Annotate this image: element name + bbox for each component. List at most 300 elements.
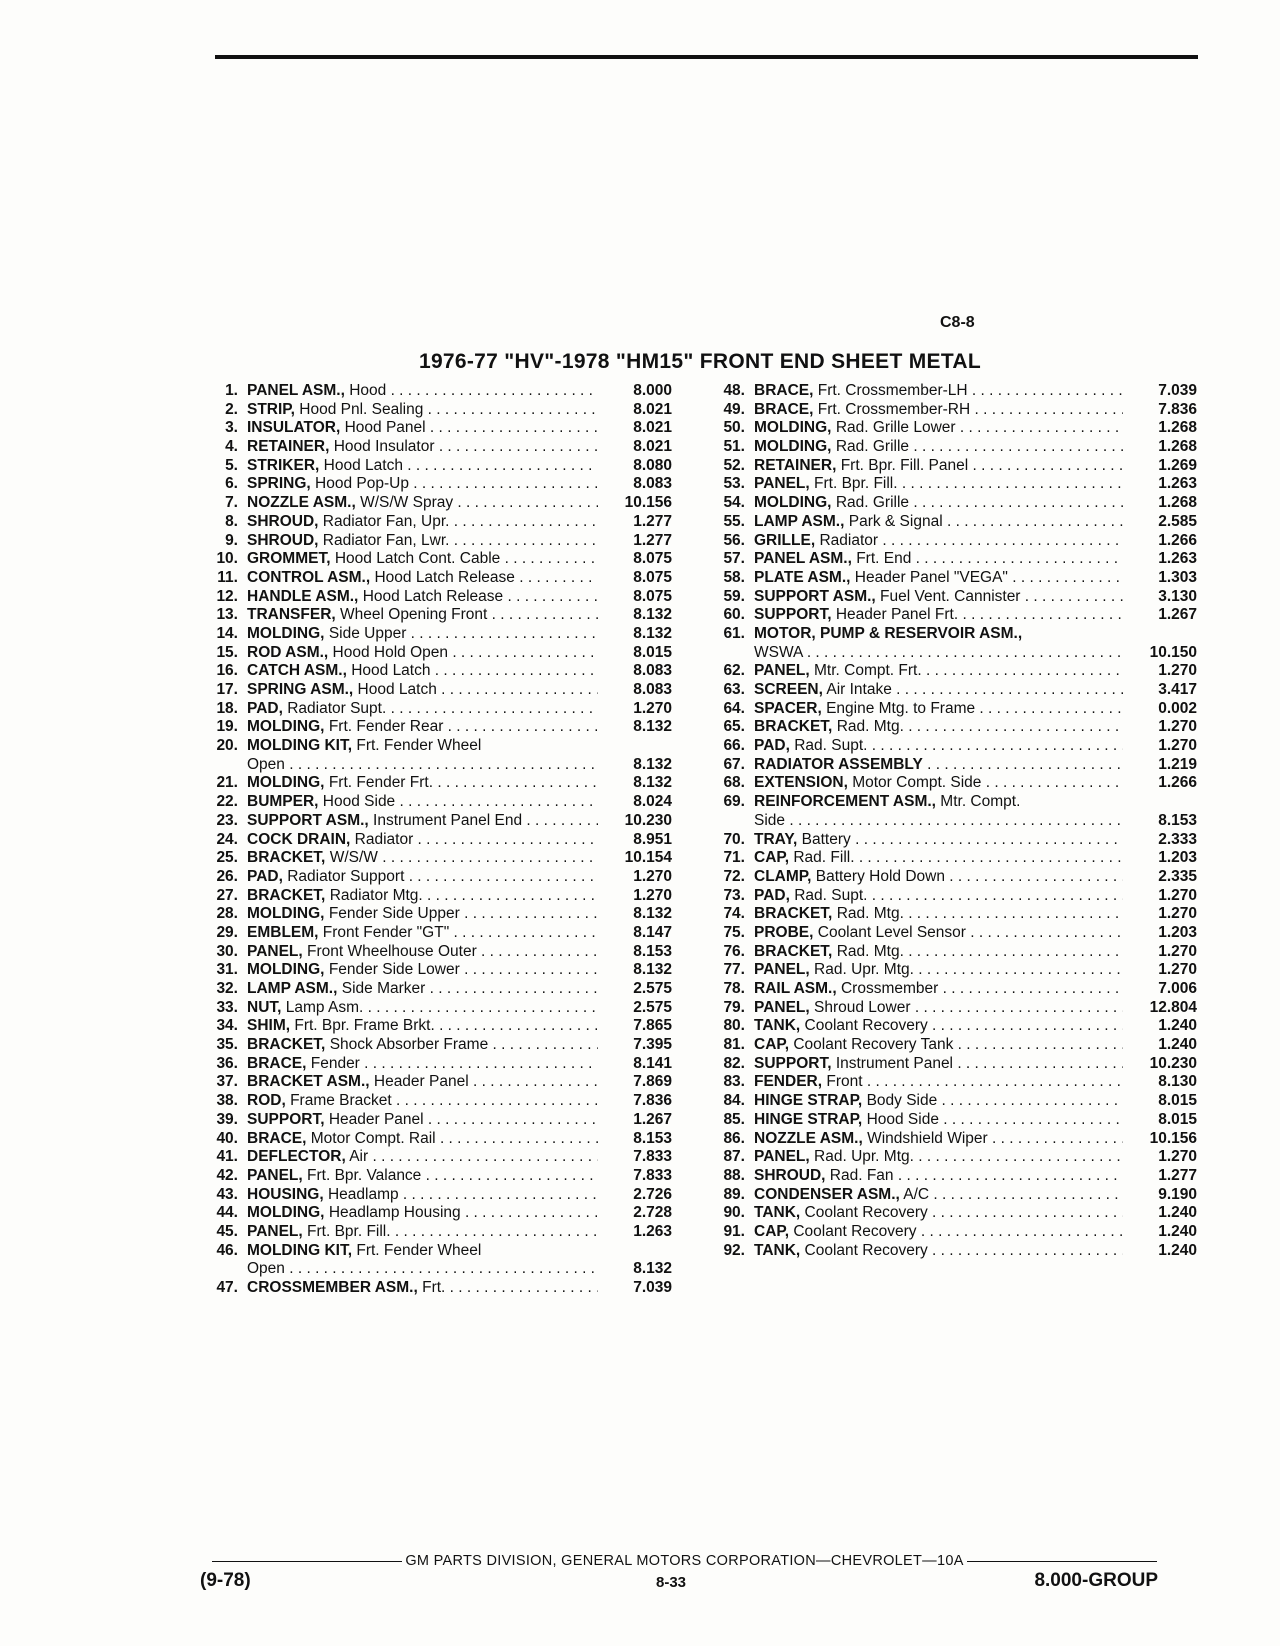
part-row <box>200 550 672 569</box>
group-number: 7.833 <box>633 1148 672 1166</box>
group-number: 10.150 <box>1149 643 1197 661</box>
part-description <box>745 382 1123 401</box>
part-name: MOLDING, <box>754 438 832 456</box>
part-detail: Rad. Fan <box>829 1166 894 1184</box>
part-row <box>200 1130 672 1149</box>
group-number: 1.263 <box>633 1222 672 1240</box>
part-number <box>707 812 745 831</box>
part-detail: Motor Compt. Rail <box>310 1129 436 1147</box>
part-row <box>200 812 672 831</box>
part-detail: Windshield Wiper <box>867 1129 988 1147</box>
part-name: ROD, <box>247 1092 286 1110</box>
page-number: 8-33 <box>656 1574 687 1591</box>
part-name: LAMP ASM., <box>754 512 845 530</box>
part-row <box>707 887 1197 906</box>
part-number: 79. <box>723 998 745 1016</box>
part-number: 67. <box>723 755 745 773</box>
part-number: 86. <box>723 1129 745 1147</box>
part-number: 88. <box>723 1166 745 1184</box>
part-number: 78. <box>723 980 745 997</box>
part-detail: Headlamp Housing <box>328 1204 461 1222</box>
part-number: 73. <box>723 886 745 904</box>
part-number: 5. <box>225 456 238 474</box>
part-detail: Hood Latch Cont. Cable <box>334 550 501 568</box>
part-detail: Rad. Fill. <box>793 849 855 867</box>
part-detail: Battery <box>801 830 851 848</box>
part-description <box>238 700 598 719</box>
part-name: BRACKET, <box>754 718 833 736</box>
page-title: 1976-77 "HV"-1978 "HM15" FRONT END SHEET METAL <box>418 350 982 373</box>
part-row <box>200 1223 672 1242</box>
part-number: 40. <box>216 1129 238 1147</box>
part-detail: Coolant Recovery <box>793 1222 917 1240</box>
group-number: 3.417 <box>1158 681 1197 698</box>
part-detail: Hood Latch Release <box>374 568 515 586</box>
part-detail: Rad. Grille <box>835 438 910 456</box>
group-number: 1.270 <box>1158 1148 1197 1166</box>
part-number: 85. <box>723 1110 745 1128</box>
part-description <box>238 438 598 457</box>
part-description <box>745 1092 1123 1111</box>
group-number: 1.270 <box>1158 961 1197 979</box>
part-description <box>745 1242 1123 1261</box>
part-row <box>200 1017 672 1036</box>
group-number: 0.002 <box>1158 699 1197 717</box>
part-number: 58. <box>723 568 745 586</box>
part-number: 91. <box>723 1222 745 1240</box>
part-number <box>707 644 745 663</box>
part-description <box>745 513 1123 532</box>
part-description <box>238 999 598 1018</box>
part-number: 13. <box>216 606 238 624</box>
part-name: BRACKET, <box>754 942 833 960</box>
group-number: 1.240 <box>1158 1204 1197 1222</box>
part-name: NUT, <box>247 998 282 1016</box>
group-number: 10.230 <box>624 811 672 829</box>
part-name: RAIL ASM., <box>754 980 837 997</box>
part-number: 45. <box>216 1222 238 1240</box>
part-detail: Fender Side Lower <box>328 961 460 979</box>
part-detail: Front Fender "GT" <box>322 923 450 941</box>
part-description <box>238 887 598 906</box>
part-detail: Radiator Fan, Lwr. <box>322 531 450 549</box>
group-number: 7.869 <box>633 1073 672 1091</box>
part-number: 52. <box>723 456 745 474</box>
part-description <box>238 924 598 943</box>
part-row <box>200 831 672 850</box>
part-number: 49. <box>723 400 745 418</box>
part-number: 30. <box>216 942 238 960</box>
part-description <box>745 494 1123 513</box>
group-number: 2.585 <box>1158 512 1197 530</box>
part-name: HANDLE ASM., <box>247 587 359 605</box>
group-number: 8.021 <box>633 419 672 437</box>
part-row <box>200 961 672 980</box>
part-row <box>200 1186 672 1205</box>
part-name: CAP, <box>754 849 790 867</box>
part-number: 80. <box>723 1017 745 1035</box>
part-description <box>238 644 598 663</box>
group-number: 8.951 <box>633 830 672 848</box>
part-number: 6. <box>225 475 238 493</box>
part-name: EMBLEM, <box>247 923 319 941</box>
part-name: PAD, <box>754 886 790 904</box>
top-rule <box>215 55 1198 59</box>
part-detail: Coolant Level Sensor <box>817 923 966 941</box>
part-name: BRACKET, <box>247 849 326 867</box>
part-name: MOLDING, <box>247 961 325 979</box>
part-detail: A/C <box>903 1185 930 1203</box>
part-description <box>238 868 598 887</box>
part-description <box>745 1111 1123 1130</box>
part-description <box>745 606 1123 625</box>
part-name: CROSSMEMBER ASM., <box>247 1279 418 1296</box>
part-row <box>707 569 1197 588</box>
part-number: 26. <box>216 867 238 885</box>
footer-publisher: GM PARTS DIVISION, GENERAL MOTORS CORPORATION—CHEVROLET—10A <box>405 1553 964 1569</box>
part-row <box>707 849 1197 868</box>
group-number: 8.153 <box>633 942 672 960</box>
group-number: 8.083 <box>633 662 672 680</box>
part-description <box>238 1279 598 1298</box>
part-name: SHROUD, <box>247 531 319 549</box>
part-name: INSULATOR, <box>247 419 341 437</box>
group-number: 1.270 <box>633 886 672 904</box>
group-number: 1.203 <box>1158 849 1197 867</box>
part-name: CONTROL ASM., <box>247 568 371 586</box>
part-name: PANEL ASM., <box>754 550 852 568</box>
group-number: 8.083 <box>633 475 672 493</box>
part-name: TANK, <box>754 1204 801 1222</box>
part-description <box>238 513 598 532</box>
group-number: 1.267 <box>633 1110 672 1128</box>
part-name: SUPPORT ASM., <box>754 587 876 605</box>
part-name: BRACE, <box>754 400 814 418</box>
part-detail: Coolant Recovery <box>804 1241 928 1259</box>
part-name: RETAINER, <box>247 438 330 456</box>
group-number: 8.083 <box>633 681 672 698</box>
part-row <box>200 644 672 663</box>
part-name: MOLDING, <box>247 1204 325 1222</box>
part-description <box>745 924 1123 943</box>
part-row <box>200 849 672 868</box>
part-detail: Header Panel <box>373 1073 469 1091</box>
part-name: CATCH ASM., <box>247 662 347 680</box>
group-number: 8.015 <box>633 643 672 661</box>
part-detail: Frame Bracket <box>290 1092 392 1110</box>
part-detail: Park & Signal <box>848 512 943 530</box>
group-number: 8.000 <box>633 382 672 399</box>
part-detail: Coolant Recovery <box>804 1017 928 1035</box>
part-detail: Shroud Lower <box>814 998 911 1016</box>
part-row <box>707 1130 1197 1149</box>
part-detail: Instrument Panel <box>835 1054 954 1072</box>
part-name: BRACKET, <box>247 1036 326 1054</box>
part-number: 76. <box>723 942 745 960</box>
part-detail: Rad. Grille Lower <box>835 419 956 437</box>
part-detail: Hood Latch <box>351 662 431 680</box>
group-number: 1.240 <box>1158 1241 1197 1259</box>
part-number: 42. <box>216 1166 238 1184</box>
part-row <box>200 887 672 906</box>
part-detail: Side <box>754 811 786 829</box>
part-row <box>707 793 1197 812</box>
part-detail: Rad. Supt. <box>794 737 868 755</box>
part-name: MOLDING, <box>247 624 325 642</box>
group-number: 8.075 <box>633 550 672 568</box>
part-number: 59. <box>723 587 745 605</box>
part-description <box>745 569 1123 588</box>
part-detail: Hood Side <box>866 1110 939 1128</box>
part-number: 21. <box>216 774 238 792</box>
part-row-continuation <box>200 756 672 775</box>
part-number: 39. <box>216 1110 238 1128</box>
parts-list-left-column <box>200 382 672 1298</box>
part-number: 44. <box>216 1204 238 1222</box>
part-description <box>238 475 598 494</box>
part-row <box>200 718 672 737</box>
part-description <box>745 1130 1123 1149</box>
part-row <box>707 1111 1197 1130</box>
part-name: BUMPER, <box>247 793 319 811</box>
part-description <box>238 737 598 756</box>
group-number: 8.024 <box>633 793 672 811</box>
part-row <box>707 924 1197 943</box>
part-row <box>200 700 672 719</box>
group-number: 7.833 <box>633 1166 672 1184</box>
part-number: 63. <box>723 681 745 698</box>
part-row <box>707 774 1197 793</box>
part-name: SHROUD, <box>754 1166 826 1184</box>
group-number: 1.270 <box>1158 737 1197 755</box>
part-detail: Fender <box>310 1054 360 1072</box>
part-detail: Instrument Panel End <box>373 811 523 829</box>
part-number <box>200 756 238 775</box>
part-description <box>745 625 1123 644</box>
group-number: 1.267 <box>1158 606 1197 624</box>
group-number: 1.266 <box>1158 531 1197 549</box>
parts-list-right-column <box>707 382 1197 1260</box>
group-number: 8.132 <box>633 606 672 624</box>
part-description <box>238 793 598 812</box>
part-detail: Open <box>247 1260 285 1278</box>
part-detail: Hood Pnl. Sealing <box>299 400 424 418</box>
part-row <box>707 999 1197 1018</box>
group-number: 8.075 <box>633 587 672 605</box>
part-number: 60. <box>723 606 745 624</box>
part-detail: Mtr. Compt. <box>940 793 1021 811</box>
part-detail: Fender Side Upper <box>328 905 460 923</box>
group-number: 12.804 <box>1149 998 1197 1016</box>
part-number: 1. <box>225 382 238 399</box>
part-row <box>200 980 672 999</box>
part-number: 62. <box>723 662 745 680</box>
part-description <box>745 550 1123 569</box>
part-description <box>238 550 598 569</box>
part-row <box>707 550 1197 569</box>
part-name: LAMP ASM., <box>247 980 338 997</box>
part-name: PANEL, <box>247 1222 303 1240</box>
part-row <box>707 662 1197 681</box>
part-detail: Frt. Fender Frt. <box>328 774 434 792</box>
part-name: BRACE, <box>247 1054 307 1072</box>
group-number <box>1131 625 1197 644</box>
group-number: 10.230 <box>1149 1054 1197 1072</box>
part-number: 2. <box>225 400 238 418</box>
part-number: 33. <box>216 998 238 1016</box>
group-number <box>1131 793 1197 812</box>
part-number: 82. <box>723 1054 745 1072</box>
group-number: 8.132 <box>633 624 672 642</box>
part-row <box>707 868 1197 887</box>
part-description <box>745 419 1123 438</box>
group-number: 8.132 <box>633 755 672 773</box>
part-number: 29. <box>216 923 238 941</box>
part-name: SUPPORT ASM., <box>247 811 369 829</box>
part-detail: Radiator Fan, Upr. <box>322 512 450 530</box>
part-number: 11. <box>217 568 238 586</box>
part-row <box>200 606 672 625</box>
group-number: 7.039 <box>633 1279 672 1296</box>
part-row <box>707 1223 1197 1242</box>
part-row <box>200 1073 672 1092</box>
part-number: 87. <box>723 1148 745 1166</box>
part-name: SUPPORT, <box>754 606 832 624</box>
part-number: 17. <box>216 681 238 698</box>
part-number: 68. <box>723 774 745 792</box>
part-name: MOLDING KIT, <box>247 737 353 755</box>
part-detail: Hood Latch <box>357 681 437 698</box>
part-description <box>238 401 598 420</box>
group-number: 1.240 <box>1158 1017 1197 1035</box>
part-name: CAP, <box>754 1222 790 1240</box>
part-description <box>745 475 1123 494</box>
part-description <box>745 961 1123 980</box>
group-number: 1.270 <box>1158 718 1197 736</box>
part-row <box>707 1167 1197 1186</box>
part-detail: Radiator <box>354 830 414 848</box>
part-name: SCREEN, <box>754 681 823 698</box>
part-row <box>707 475 1197 494</box>
part-number: 51. <box>723 438 745 456</box>
part-name: PANEL, <box>754 961 810 979</box>
part-detail: Headlamp <box>327 1185 399 1203</box>
part-detail: Hood Hold Open <box>332 643 449 661</box>
group-number: 7.836 <box>1158 400 1197 418</box>
part-row <box>707 1186 1197 1205</box>
part-detail: Crossmember <box>840 980 939 997</box>
part-row <box>200 999 672 1018</box>
group-number: 2.728 <box>633 1204 672 1222</box>
group-number: 1.303 <box>1158 568 1197 586</box>
part-detail: Radiator <box>819 531 879 549</box>
part-name: GROMMET, <box>247 550 331 568</box>
part-description <box>238 606 598 625</box>
part-name: RETAINER, <box>754 456 837 474</box>
part-description <box>238 662 598 681</box>
part-name: TANK, <box>754 1017 801 1035</box>
part-row <box>200 1055 672 1074</box>
part-number: 19. <box>216 718 238 736</box>
group-number: 1.203 <box>1158 923 1197 941</box>
part-row <box>200 1167 672 1186</box>
part-detail: Side Marker <box>341 980 426 997</box>
part-name: TANK, <box>754 1241 801 1259</box>
part-number: 23. <box>216 811 238 829</box>
part-description <box>745 1223 1123 1242</box>
part-number: 10. <box>216 550 238 568</box>
group-number: 1.277 <box>633 531 672 549</box>
part-detail: Wheel Opening Front <box>340 606 488 624</box>
part-name: SPACER, <box>754 699 822 717</box>
footer-rule-right <box>967 1561 1157 1562</box>
group-number: 1.240 <box>1158 1036 1197 1054</box>
part-number: 31. <box>216 961 238 979</box>
part-name: NOZZLE ASM., <box>247 494 356 512</box>
part-detail: Header Panel Frt. <box>835 606 959 624</box>
part-detail: Rad. Mtg. <box>836 718 904 736</box>
group-number: 1.270 <box>1158 662 1197 680</box>
group-number: 8.147 <box>633 923 672 941</box>
group-number: 1.268 <box>1158 419 1197 437</box>
part-number: 36. <box>216 1054 238 1072</box>
part-number: 74. <box>723 905 745 923</box>
part-number: 50. <box>723 419 745 437</box>
part-row <box>200 382 672 401</box>
part-name: CLAMP, <box>754 867 812 885</box>
part-number: 25. <box>216 849 238 867</box>
part-name: FENDER, <box>754 1073 823 1091</box>
part-name: BRACE, <box>754 382 814 399</box>
part-description <box>238 774 598 793</box>
part-number: 32. <box>216 980 238 997</box>
group-number: 7.836 <box>633 1092 672 1110</box>
part-row <box>707 943 1197 962</box>
part-name: MOTOR, PUMP & RESERVOIR ASM., <box>754 624 1023 642</box>
group-number: 1.268 <box>1158 494 1197 512</box>
part-row <box>200 457 672 476</box>
part-description <box>745 1148 1123 1167</box>
part-detail: Hood <box>349 382 387 399</box>
part-description <box>745 1017 1123 1036</box>
part-number: 48. <box>723 382 745 399</box>
part-detail: Radiator Support <box>287 867 405 885</box>
part-detail: Frt. Bpr. Fill. Panel <box>840 456 969 474</box>
part-row <box>707 1204 1197 1223</box>
part-number: 15. <box>216 643 238 661</box>
part-row <box>707 419 1197 438</box>
part-detail: Body Side <box>866 1092 938 1110</box>
part-description <box>745 831 1123 850</box>
part-description <box>745 401 1123 420</box>
group-number: 1.270 <box>1158 942 1197 960</box>
part-detail: Rad. Mtg. <box>836 942 904 960</box>
part-name: BRACE, <box>247 1129 307 1147</box>
part-name: EXTENSION, <box>754 774 848 792</box>
part-name: PANEL, <box>754 998 810 1016</box>
part-description <box>238 625 598 644</box>
part-row <box>707 681 1197 700</box>
part-row <box>707 905 1197 924</box>
part-detail: Rad. Upr. Mtg. <box>814 1148 914 1166</box>
part-row <box>200 475 672 494</box>
group-number: 1.268 <box>1158 438 1197 456</box>
part-number: 92. <box>723 1241 745 1259</box>
group-number: 7.395 <box>633 1036 672 1054</box>
part-name: PAD, <box>247 867 283 885</box>
part-row <box>200 494 672 513</box>
part-name: MOLDING KIT, <box>247 1241 353 1259</box>
